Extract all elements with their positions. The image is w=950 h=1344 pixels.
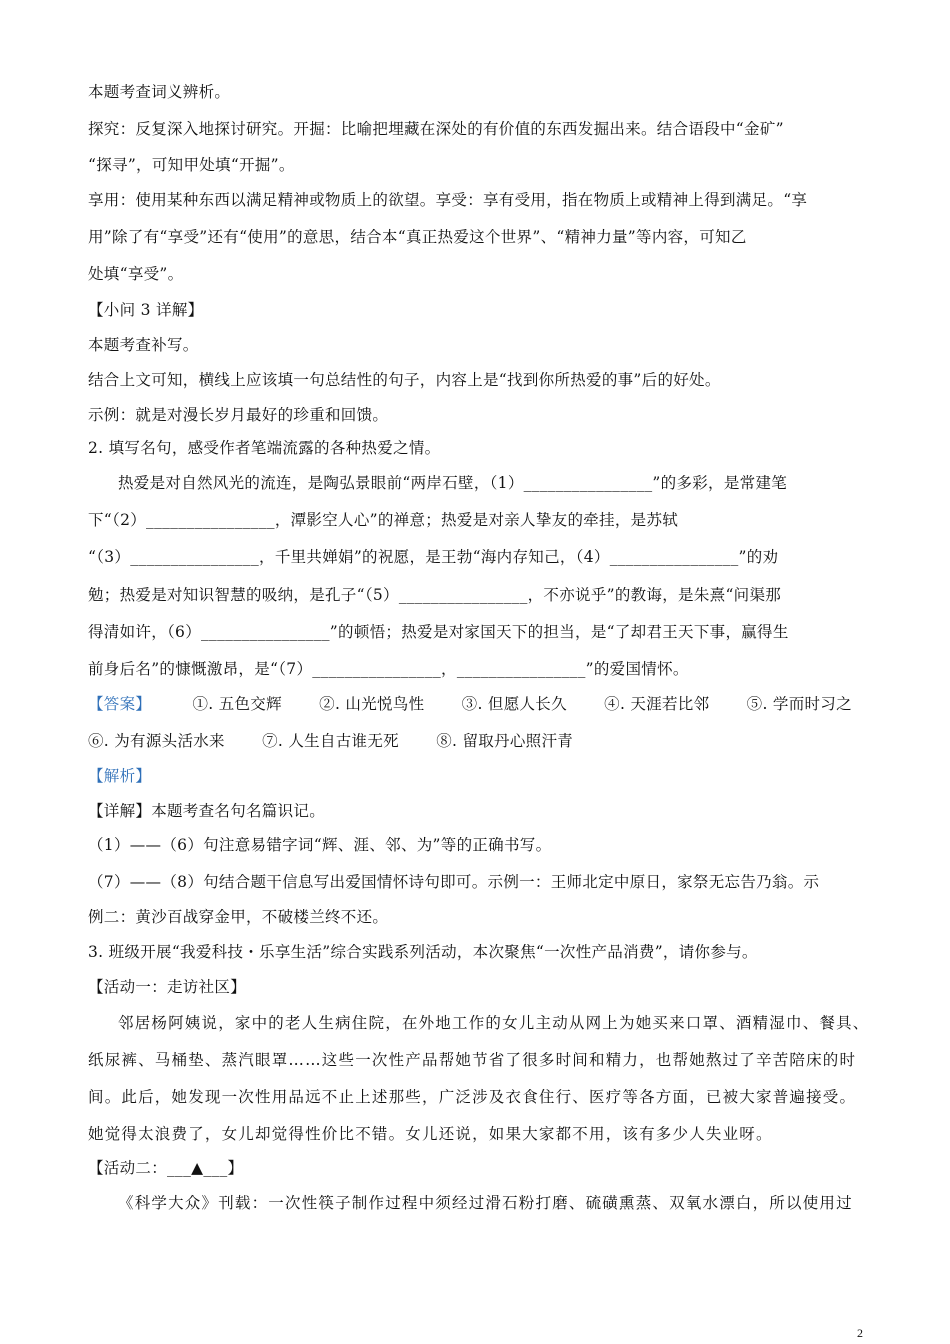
answer-line xyxy=(88,731,605,751)
text-line: 下“（2）________________，潭影空人心”的禅意；热爱是对亲人挚友的牵挂，是苏轼 xyxy=(88,511,679,529)
text-line: “（3）________________，千里共婵娟”的祝愿，是王勃“海内存知己，（4）________________”的劝 xyxy=(88,548,779,566)
question-title: 3. 班级开展“我爱科技・乐享生活”综合实践系列活动，本次聚焦“一次性产品消费”，请你参与。 xyxy=(88,943,758,961)
activity-heading: 【活动二：___▲___】 xyxy=(88,1159,244,1177)
passage-line: 《科学大众》刊载：一次性筷子制作过程中须经过滑石粉打磨、硫磺熏蒸、双氧水漂白，所以使用过 xyxy=(118,1194,853,1212)
question-title: 2. 填写名句，感受作者笔端流露的各种热爱之情。 xyxy=(88,439,441,457)
passage-line: 她觉得太浪费了，女儿却觉得性价比不错。女儿还说，如果大家都不用，该有多少人失业呀。 xyxy=(88,1125,773,1143)
answer-item: ④. 天涯若比邻 xyxy=(604,695,710,713)
text-line: 用”除了有“享受”还有“使用”的意思，结合本“真正热爱这个世界”、“精神力量”等内容，可知乙 xyxy=(88,228,747,246)
text-line: （1）——（6）句注意易错字词“辉、涯、邻、为”等的正确书写。 xyxy=(88,836,552,854)
text-line: 【详解】本题考查名句名篇识记。 xyxy=(88,802,326,820)
activity-heading: 【活动一：走访社区】 xyxy=(88,978,247,996)
page-number: 2 xyxy=(857,1326,863,1340)
answer-label: 【答案】 xyxy=(88,695,152,713)
analysis-label: 【解析】 xyxy=(88,767,152,785)
text-line: 本题考查词义辨析。 xyxy=(88,83,231,101)
answer-item: ②. 山光悦鸟性 xyxy=(319,695,425,713)
text-line: 勉；热爱是对知识智慧的吸纳，是孔子“（5）________________，不亦说乎”的教诲，是朱熹“问渠那 xyxy=(88,586,782,604)
answer-item: ⑦. 人生自古谁无死 xyxy=(262,732,399,750)
subheading: 【小问 3 详解】 xyxy=(88,301,204,319)
text-line: “探寻”，可知甲处填“开掘”。 xyxy=(88,156,295,174)
answer-line xyxy=(88,694,884,714)
text-line: 得清如许，（6）________________”的顿悟；热爱是对家国天下的担当，是“了却君王天下事，赢得生 xyxy=(88,623,789,641)
passage-line: 邻居杨阿姨说，家中的老人生病住院，在外地工作的女儿主动从网上为她买来口罩、酒精湿巾、餐具、 xyxy=(118,1014,870,1032)
answer-item: ⑥. 为有源头活水来 xyxy=(88,732,225,750)
answer-item: ⑧. 留取丹心照汗青 xyxy=(436,732,574,750)
answer-item: ⑤. 学而时习之 xyxy=(746,695,852,713)
text-line: （7）——（8）句结合题干信息写出爱国情怀诗句即可。示例一：王师北定中原日，家祭无忘告乃翁。示 xyxy=(88,873,820,891)
text-line: 本题考查补写。 xyxy=(88,336,199,354)
text-line: 处填“享受”。 xyxy=(88,265,184,283)
text-line: 结合上文可知，横线上应该填一句总结性的句子，内容上是“找到你所热爱的事”后的好处。 xyxy=(88,371,721,389)
passage-line: 纸尿裤、马桶垫、蒸汽眼罩……这些一次性产品帮她节省了很多时间和精力，也帮她熬过了辛苦陪床的时 xyxy=(88,1051,857,1069)
text-line: 例二：黄沙百战穿金甲，不破楼兰终不还。 xyxy=(88,908,389,926)
answer-item: ①. 五色交辉 xyxy=(192,695,282,713)
text-line: 热爱是对自然风光的流连，是陶弘景眼前“两岸石壁，（1）________________”的多彩，是常建笔 xyxy=(118,474,788,492)
text-line: 享用：使用某种东西以满足精神或物质上的欲望。享受：享有受用，指在物质上或精神上得到满足。“享 xyxy=(88,191,808,209)
answer-item: ③. 但愿人长久 xyxy=(461,695,567,713)
text-line: 探究：反复深入地探讨研究。开掘：比喻把埋藏在深处的有价值的东西发掘出来。结合语段中“金矿” xyxy=(88,120,784,138)
text-line: 前身后名”的慷慨激昂，是“（7）________________，________________”的爱国情怀。 xyxy=(88,660,689,678)
passage-line: 间。此后，她发现一次性用品远不止上述那些，广泛涉及衣食住行、医疗等各方面，已被大家普遍接受。 xyxy=(88,1088,857,1106)
text-line: 示例：就是对漫长岁月最好的珍重和回馈。 xyxy=(88,406,389,424)
